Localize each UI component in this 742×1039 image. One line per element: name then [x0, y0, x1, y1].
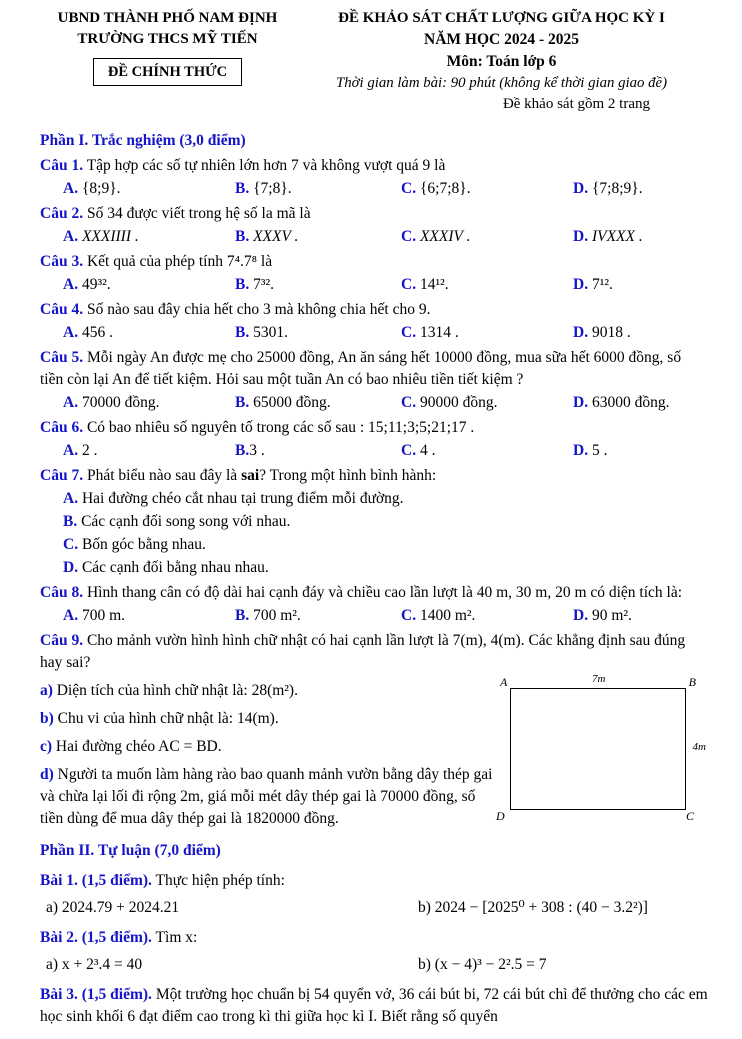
option-d	[573, 392, 708, 414]
option-d	[573, 605, 708, 627]
option-text: 65000 đồng.	[253, 393, 331, 411]
statement-letter: a)	[40, 681, 53, 699]
option-letter: D.	[573, 179, 589, 197]
option-letter: A.	[63, 179, 79, 197]
bai2-intro: Tìm x:	[155, 928, 198, 946]
option-a	[63, 440, 235, 462]
option-c	[401, 274, 573, 296]
corner-label-c: C	[685, 808, 694, 823]
part2-title: Phần II. Tự luận (7,0 điểm)	[40, 841, 221, 859]
option-letter: D.	[573, 606, 589, 624]
question-text-after: ? Trong một hình bình hành:	[259, 466, 437, 484]
option-letter: A.	[63, 489, 79, 507]
option-letter: C.	[401, 179, 417, 197]
bai2-item-a: a) x + 2³.4 = 40	[46, 955, 143, 973]
options-row	[40, 605, 708, 627]
subject-line: Môn: Toán lớp 6	[446, 53, 557, 71]
option-text: 7¹².	[591, 275, 613, 293]
question-number: Câu 8.	[40, 583, 84, 601]
statement-letter: d)	[40, 765, 54, 783]
option-letter: A.	[63, 323, 79, 341]
statement-letter: c)	[40, 737, 53, 755]
option-text: 90000 đồng.	[419, 393, 498, 411]
right-side-label: 4m	[692, 740, 706, 753]
options-row	[40, 322, 708, 344]
question-text: Có bao nhiêu số nguyên tố trong các số sau : 15;11;3;5;21;17 .	[86, 418, 475, 436]
option-b	[235, 605, 401, 627]
option-letter: C.	[63, 535, 79, 553]
option-letter: C.	[401, 227, 417, 245]
question-number: Câu 4.	[40, 300, 84, 318]
statement-text: Hai đường chéo AC = BD.	[55, 737, 222, 755]
option-text: 1314 .	[419, 323, 459, 341]
option-c	[63, 534, 708, 556]
option-text: 700 m².	[253, 606, 301, 624]
option-d	[573, 322, 708, 344]
question-2	[40, 203, 708, 248]
option-b	[235, 274, 401, 296]
option-letter: C.	[401, 275, 417, 293]
option-letter: C.	[401, 393, 417, 411]
option-d	[573, 440, 708, 462]
bai3-text: Một trường học chuẩn bị 54 quyển vở, 36 cái bút bi, 72 cái bút chì để thưởng cho các em học sinh khối 6 đạt điểm cao trong kì thi giữa học kì I. Biết rằng số quyển	[40, 985, 708, 1025]
option-text: 90 m².	[591, 606, 632, 624]
option-text: 14¹².	[419, 275, 449, 293]
option-d	[573, 178, 708, 200]
option-b	[235, 178, 401, 200]
school-year: NĂM HỌC 2024 - 2025	[424, 31, 579, 49]
option-letter: B.	[235, 323, 250, 341]
statement-a	[40, 680, 496, 702]
options-row	[40, 274, 708, 296]
option-c	[401, 226, 573, 248]
statement-b	[40, 708, 496, 730]
statements-list	[40, 674, 496, 836]
bai1-intro: Thực hiện phép tính:	[155, 871, 285, 889]
option-c	[401, 440, 573, 462]
option-letter: A.	[63, 441, 79, 459]
part1-title: Phần I. Trắc nghiệm (3,0 điểm)	[40, 131, 246, 149]
option-text: Các cạnh đối bằng nhau nhau.	[81, 558, 269, 576]
option-a	[63, 322, 235, 344]
option-letter: B.	[235, 393, 250, 411]
question-number: Câu 1.	[40, 156, 84, 174]
question-bold-word: sai	[241, 466, 260, 484]
question-text: Số 34 được viết trong hệ số la mã là	[86, 204, 311, 222]
option-text: 5 .	[591, 441, 608, 459]
option-d	[573, 274, 708, 296]
option-letter: B.	[235, 606, 250, 624]
option-text: 2 .	[81, 441, 98, 459]
bai1-items	[40, 897, 708, 919]
option-letter: D.	[573, 323, 589, 341]
option-b	[235, 322, 401, 344]
option-letter: C.	[401, 323, 417, 341]
option-text: XXXIIII .	[81, 227, 139, 245]
option-c	[401, 392, 573, 414]
option-letter: B.	[235, 441, 250, 459]
org-name: UBND THÀNH PHỐ NAM ĐỊNH	[57, 10, 278, 26]
exam-header	[40, 8, 708, 116]
option-d	[573, 226, 708, 248]
part1-section	[40, 130, 708, 836]
option-letter: D.	[573, 275, 589, 293]
question-5	[40, 347, 708, 414]
bai2-heading	[40, 927, 708, 949]
option-text: {6;7;8}.	[419, 179, 471, 197]
question-6	[40, 417, 708, 462]
option-a	[63, 392, 235, 414]
option-a	[63, 605, 235, 627]
statement-c	[40, 736, 496, 758]
exam-title: ĐỀ KHẢO SÁT CHẤT LƯỢNG GIỮA HỌC KỲ I	[338, 10, 665, 26]
option-letter: D.	[573, 441, 589, 459]
option-b	[235, 226, 401, 248]
option-letter: B.	[63, 512, 78, 530]
option-letter: B.	[235, 179, 250, 197]
corner-label-d: D	[496, 808, 505, 823]
option-text: 4 .	[419, 441, 436, 459]
options-row	[40, 392, 708, 414]
part2-section	[40, 840, 708, 1028]
option-text: 700 m.	[81, 606, 126, 624]
school-block	[40, 8, 295, 116]
option-b	[63, 511, 708, 533]
statement-letter: b)	[40, 709, 54, 727]
option-text: XXXV .	[253, 227, 299, 245]
bai3-label: Bài 3. (1,5 điểm).	[40, 985, 152, 1003]
question-number: Câu 7.	[40, 466, 84, 484]
option-text: IVXXX .	[591, 227, 643, 245]
option-letter: D.	[63, 558, 79, 576]
question-1	[40, 155, 708, 200]
option-d	[63, 557, 708, 579]
option-c	[401, 322, 573, 344]
question-9	[40, 630, 708, 836]
bai2-item-b: b) (x − 4)³ − 2².5 = 7	[418, 955, 547, 973]
option-letter: A.	[63, 606, 79, 624]
option-text: {7;8;9}.	[591, 179, 643, 197]
option-text: 1400 m².	[419, 606, 476, 624]
bai3-heading	[40, 984, 708, 1028]
question-number: Câu 2.	[40, 204, 84, 222]
question-number: Câu 9.	[40, 631, 84, 649]
options-row	[40, 178, 708, 200]
pages-note: Đề khảo sát gồm 2 trang	[502, 96, 650, 113]
bai1-item-b: b) 2024 − [2025⁰ + 308 : (40 − 3.2²)]	[418, 898, 648, 916]
options-row	[40, 226, 708, 248]
option-text: 3 .	[249, 441, 265, 459]
question-text: Hình thang cân có độ dài hai cạnh đáy và chiều cao lần lượt là 40 m, 30 m, 20 m có diện tích là:	[86, 583, 683, 601]
option-text: {8;9}.	[81, 179, 121, 197]
question-4	[40, 299, 708, 344]
option-letter: C.	[401, 606, 417, 624]
statement-text: Người ta muốn làm hàng rào bao quanh mảnh vườn bằng dây thép gai và chừa lại lối đi rộng 2m, giá mỗi mét dây thép gai là 70000 đồng, số tiền dùng để mua dây thép gai là 1820000 đồng.	[40, 765, 493, 827]
question-number: Câu 5.	[40, 348, 84, 366]
duration-line: Thời gian làm bài: 90 phút (không kể thời gian giao đề)	[335, 75, 667, 92]
option-c	[401, 605, 573, 627]
bai1-item-a: a) 2024.79 + 2024.21	[46, 898, 180, 916]
option-text: 70000 đồng.	[81, 393, 160, 411]
option-text: Bốn góc bằng nhau.	[81, 535, 206, 553]
option-letter: A.	[63, 275, 79, 293]
exam-title-block	[295, 8, 708, 116]
options-row	[40, 440, 708, 462]
option-letter: D.	[573, 393, 589, 411]
option-text: Hai đường chéo cắt nhau tại trung điểm mỗi đường.	[81, 489, 404, 507]
question-text: Kết quả của phép tính 7⁴.7⁸ là	[86, 252, 273, 270]
question-7	[40, 465, 708, 579]
option-text: 63000 đồng.	[591, 393, 670, 411]
option-text: 7³².	[253, 275, 275, 293]
bai1-label: Bài 1. (1,5 điểm).	[40, 871, 152, 889]
corner-label-b: B	[688, 674, 696, 689]
option-text: 49³².	[81, 275, 111, 293]
question-9-body	[40, 674, 708, 836]
option-a	[63, 488, 708, 510]
option-c	[401, 178, 573, 200]
option-text: XXXIV .	[419, 227, 471, 245]
question-text: Phát biểu nào sau đây là	[86, 466, 242, 484]
option-b	[235, 440, 401, 462]
option-letter: C.	[401, 441, 417, 459]
question-text: Số nào sau đây chia hết cho 3 mà không chia hết cho 9.	[86, 300, 431, 318]
question-3	[40, 251, 708, 296]
statement-d	[40, 764, 496, 830]
option-text: 5301.	[253, 323, 288, 341]
option-text: Các cạnh đối song song với nhau.	[81, 512, 291, 530]
question-text: Cho mảnh vườn hình hình chữ nhật có hai cạnh lần lượt là 7(m), 4(m). Các khẳng định sau đúng hay sai?	[40, 631, 686, 671]
option-text: 456 .	[81, 323, 113, 341]
bai2-label: Bài 2. (1,5 điểm).	[40, 928, 152, 946]
option-letter: D.	[573, 227, 589, 245]
option-a	[63, 274, 235, 296]
statement-text: Chu vi của hình chữ nhật là: 14(m).	[57, 709, 279, 727]
official-exam-box: ĐỀ CHÍNH THỨC	[93, 58, 242, 87]
corner-label-a: A	[500, 674, 508, 689]
bai2-items	[40, 954, 708, 976]
option-letter: B.	[235, 227, 250, 245]
option-text: 9018 .	[591, 323, 631, 341]
top-side-label: 7m	[592, 672, 606, 685]
option-b	[235, 392, 401, 414]
option-letter: B.	[235, 275, 250, 293]
options-list	[40, 488, 708, 579]
bai1-heading	[40, 870, 708, 892]
school-name: TRƯỜNG THCS MỸ TIẾN	[77, 31, 258, 48]
question-number: Câu 3.	[40, 252, 84, 270]
option-letter: A.	[63, 227, 79, 245]
option-a	[63, 178, 235, 200]
question-text: Tập hợp các số tự nhiên lớn hơn 7 và không vượt quá 9 là	[86, 156, 446, 174]
option-a	[63, 226, 235, 248]
question-text: Mỗi ngày An được mẹ cho 25000 đồng, An ăn sáng hết 10000 đồng, mua sữa hết 6000 đồng, số tiền còn lại An để tiết kiệm. Hỏi sau một tuần An có bao nhiêu tiền tiết kiệm ?	[40, 348, 682, 388]
question-8	[40, 582, 708, 627]
rectangle-diagram	[496, 674, 708, 826]
rectangle-shape	[510, 688, 686, 810]
question-number: Câu 6.	[40, 418, 84, 436]
option-text: {7;8}.	[253, 179, 292, 197]
option-letter: A.	[63, 393, 79, 411]
statement-text: Diện tích của hình chữ nhật là: 28(m²).	[56, 681, 298, 699]
